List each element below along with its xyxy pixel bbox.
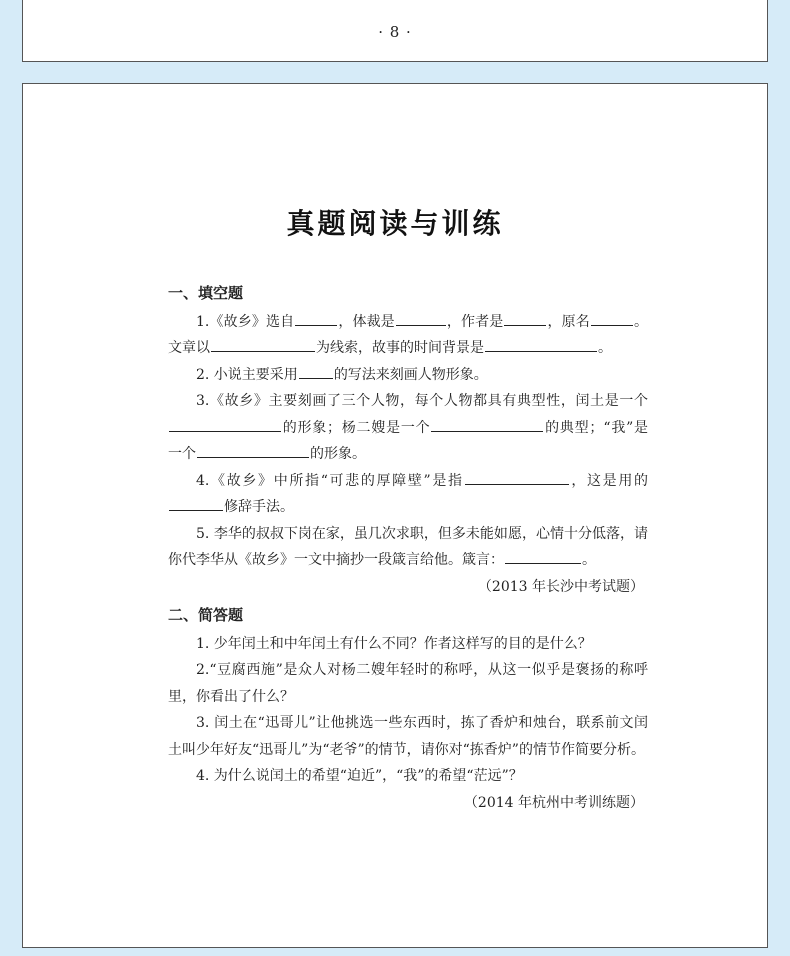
question-text: ，体裁是 [338, 313, 395, 330]
exercise-content [168, 276, 648, 816]
question-text: 。 [598, 340, 612, 356]
source-note: （2014 年杭州中考训练题） [463, 794, 644, 811]
answer-blank [485, 336, 597, 352]
page-title: 真题阅读与训练 [286, 207, 504, 240]
answer-blank [169, 495, 223, 511]
question-text: 的典型；“我”是一个 [168, 419, 648, 462]
question-text: 的形象。 [310, 446, 366, 462]
question-text: 。 [633, 313, 649, 330]
answer-blank [197, 442, 309, 458]
question-text: 。 [582, 552, 596, 568]
short-question-3: 3. 闰土在“迅哥儿”让他挑选一些东西时，拣了香炉和烛台，联系前文闰土叫少年好友“迅哥儿”为“老爷”的情节，请你对“拣香炉”的情节作简要分析。 [168, 715, 648, 758]
question-text: ，原名 [547, 313, 590, 330]
answer-blank [169, 416, 281, 432]
answer-blank [396, 310, 446, 326]
question-text: 5. 李华的叔叔下岗在家，虽几次求职，但多未能如愿，心情十分低落，请你代李华从《故乡》一文中摘抄一段箴言给他。箴言： [168, 525, 648, 568]
answer-blank [505, 548, 581, 564]
answer-blank [431, 416, 543, 432]
answer-blank [299, 363, 333, 379]
question-text: ，作者是 [446, 313, 504, 330]
page-number: · 8 · [378, 23, 412, 41]
question-text: 4.《故乡》中所指“可悲的厚障壁”是指 [196, 472, 464, 489]
question-text: 为线索，故事的时间背景是 [316, 340, 484, 356]
question-text: 的写法来刻画人物形象。 [333, 366, 488, 383]
answer-blank [211, 336, 315, 352]
short-question-4: 4. 为什么说闰土的希望“迫近”，“我”的希望“茫远”？ [196, 768, 523, 784]
short-question-2: 2.“豆腐西施”是众人对杨二嫂年轻时的称呼，从这一似乎是褒扬的称呼里，你看出了什么？ [168, 662, 648, 705]
section-heading-fill-blank: 一、填空题 [168, 284, 244, 302]
answer-blank [504, 310, 546, 326]
question-text: 修辞手法。 [224, 499, 294, 515]
source-note: （2013 年长沙中考试题） [477, 578, 644, 595]
question-5 [168, 521, 648, 574]
question-2 [168, 362, 648, 389]
question-text: 1.《故乡》选自 [196, 313, 295, 330]
answer-blank [465, 469, 569, 485]
question-text: ，这是用的 [569, 472, 649, 489]
previous-page [22, 0, 768, 62]
current-page [22, 83, 768, 948]
question-4 [168, 468, 648, 521]
question-text: 2. 小说主要采用 [196, 366, 298, 383]
question-1 [168, 309, 648, 362]
question-text: 的形象；杨二嫂是一个 [282, 419, 431, 436]
section-heading-short-answer: 二、简答题 [168, 606, 244, 624]
question-text: 3.《故乡》主要刻画了三个人物，每个人物都具有典型性，闰土是一个 [196, 393, 648, 409]
answer-blank [591, 310, 633, 326]
question-text: 文章以 [168, 340, 210, 356]
short-question-1: 1. 少年闰土和中年闰土有什么不同？作者这样写的目的是什么？ [196, 635, 592, 652]
answer-blank [295, 310, 337, 326]
question-3 [168, 388, 648, 468]
